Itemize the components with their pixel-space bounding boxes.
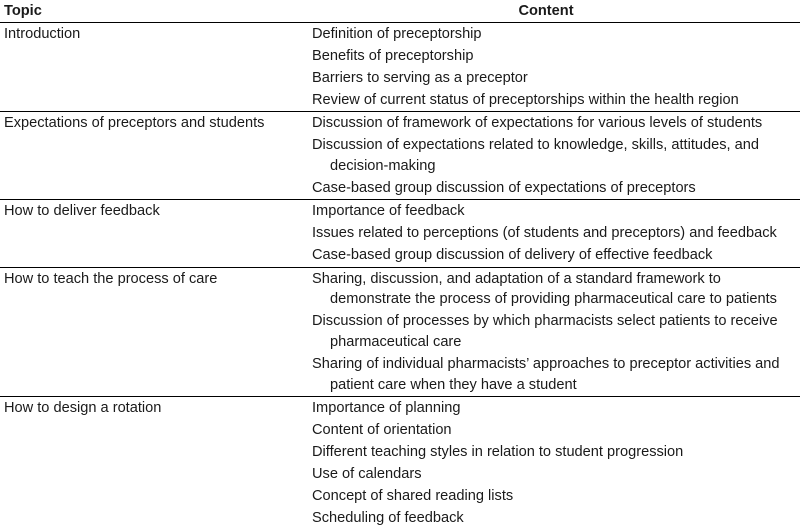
content-item: Sharing, discussion, and adaptation of a standard framework to demonstrate the process of providing pharmaceutical care to patients (312, 270, 777, 308)
content-item: Discussion of expectations related to knowledge, skills, attitudes, and decision-making (312, 137, 759, 175)
header-topic: Topic (4, 3, 42, 20)
content-cell (312, 397, 800, 529)
content-cell (312, 23, 800, 111)
content-item: Issues related to perceptions (of students and preceptors) and feedback (312, 225, 777, 242)
content-item: Definition of preceptorship (312, 26, 482, 42)
table-row-feedback (0, 200, 800, 267)
topic-cell: Expectations of preceptors and students (4, 115, 265, 132)
content-item: Use of calendars (312, 465, 422, 482)
table-row-rotation (0, 397, 800, 529)
header-content: Content (518, 3, 574, 20)
content-cell (312, 200, 800, 266)
table-row-introduction (0, 23, 800, 112)
content-item: Benefits of preceptorship (312, 48, 474, 65)
content-item: Case-based group discussion of delivery of effective feedback (312, 247, 713, 264)
topic-cell: How to design a rotation (4, 399, 162, 416)
content-item: Different teaching styles in relation to student progression (312, 443, 684, 460)
content-item: Barriers to serving as a preceptor (312, 70, 528, 87)
content-item: Importance of planning (312, 399, 461, 416)
content-item: Sharing of individual pharmacists’ approaches to preceptor activities and patient care when they have a student (312, 355, 780, 393)
content-item: Content of orientation (312, 421, 452, 438)
content-cell (312, 112, 800, 199)
content-item: Concept of shared reading lists (312, 487, 514, 504)
content-cell (312, 268, 800, 396)
content-item: Discussion of framework of expectations for various levels of students (312, 115, 763, 132)
content-item: Importance of feedback (312, 203, 465, 220)
content-item: Review of current status of preceptorships within the health region (312, 92, 739, 109)
topic-cell: How to deliver feedback (4, 203, 160, 220)
table-header (0, 0, 800, 23)
topic-cell: How to teach the process of care (4, 270, 218, 287)
content-item: Discussion of processes by which pharmacists select patients to receive pharmaceutical care (312, 313, 778, 350)
content-item: Scheduling of feedback (312, 510, 464, 527)
table-row-process-of-care (0, 268, 800, 397)
topic-cell: Introduction (4, 26, 81, 42)
table-row-expectations (0, 112, 800, 200)
content-item: Case-based group discussion of expectations of preceptors (312, 180, 696, 197)
